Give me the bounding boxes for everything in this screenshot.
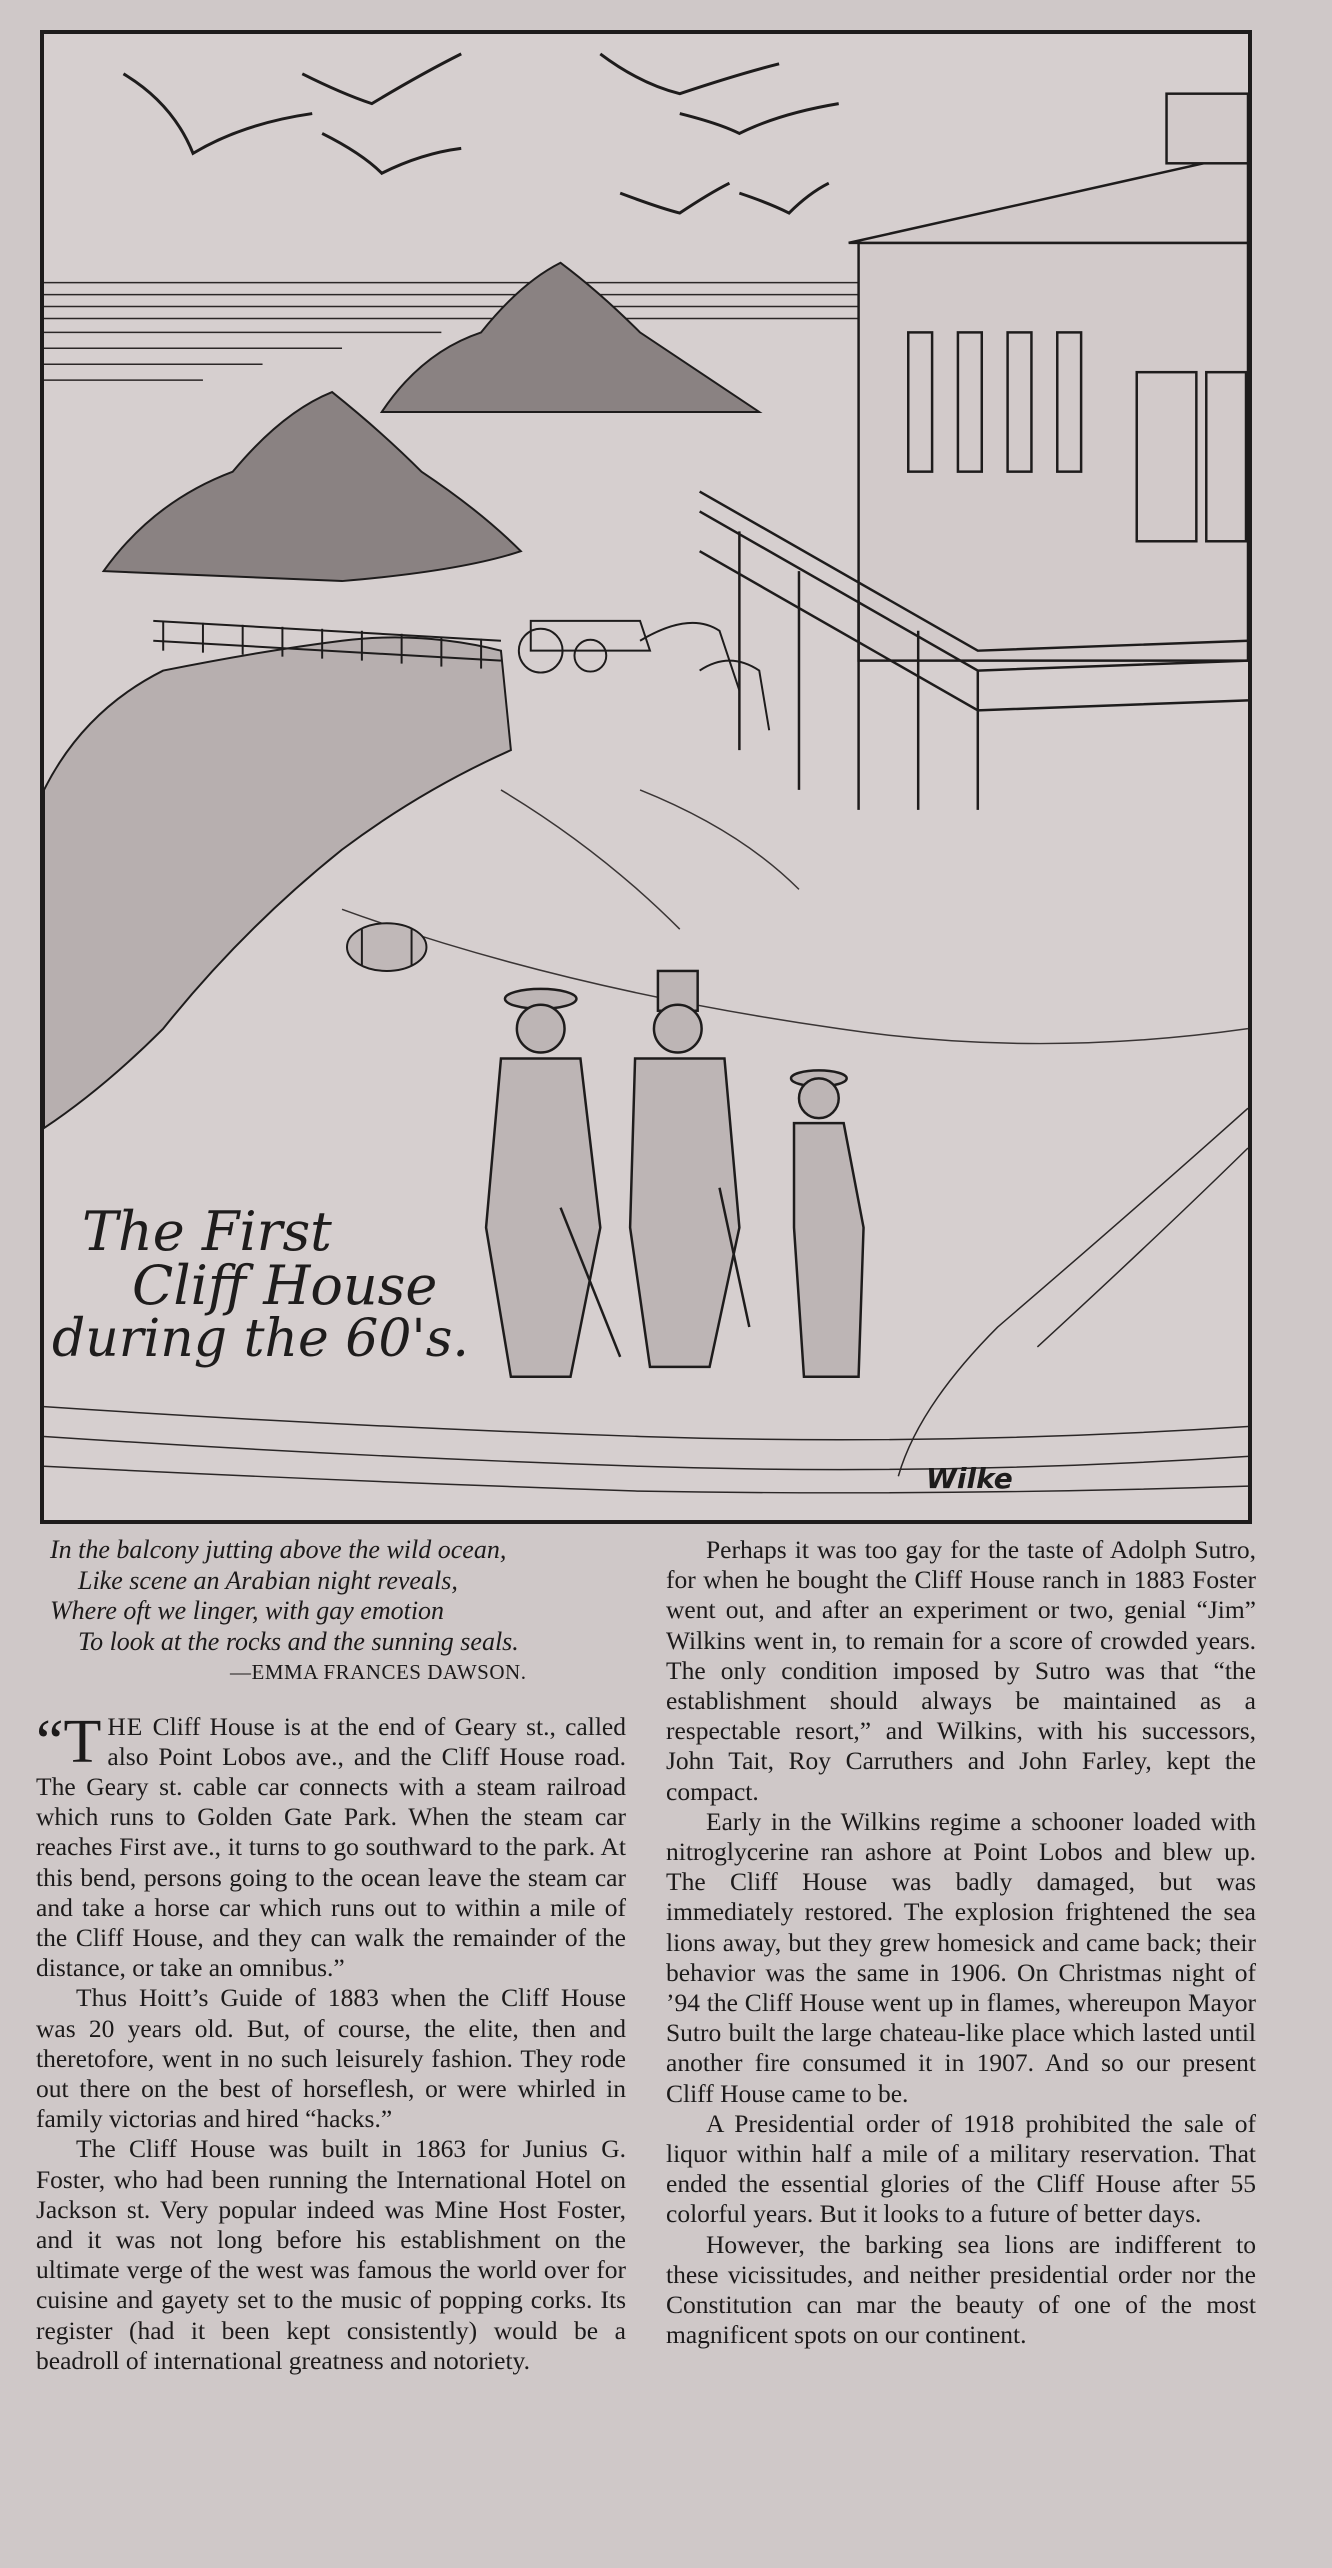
barrel bbox=[347, 923, 426, 971]
paragraph-2: Thus Hoitt’s Guide of 1883 when the Cliff House was 20 years old. But, of course, the elite, then and theretofore, went in no such leisurely fashion. They rode out there on the best of horseflesh, or were whirled in family victorias and hired “hacks.” bbox=[36, 1983, 626, 2134]
paragraph-7: However, the barking sea lions are indifferent to these vicissitudes, and neither presidential order nor the Constitution can mar the beauty of one of the most magnificent spots on our continent. bbox=[666, 2229, 1256, 2350]
paragraph-1 bbox=[36, 1707, 626, 1984]
caption-line-2: Cliff House bbox=[132, 1254, 438, 1317]
paragraph-5: Early in the Wilkins regime a schooner loaded with nitroglycerine ran ashore at Point Lobos and blew up. The Cliff House was badly damaged, but was immediately restored. The explosion frightened the sea lions away, but they grew homesick and came back; their behavior was the same in 1906. On Christmas night of ’94 the Cliff House went up in flames, whereupon Mayor Sutro built the large chateau-like place which lasted until another fire consumed it in 1907. And so our present Cliff House came to be. bbox=[666, 1806, 1256, 2108]
artist-signature: Wilke bbox=[926, 1462, 1013, 1495]
paragraph-6: A Presidential order of 1918 prohibited the sale of liquor within half a mile of a military reservation. That ended the essential glories of the Cliff House after 55 colorful years. But it looks to a future of better days. bbox=[666, 2108, 1256, 2229]
poem-line-3: Where oft we linger, with gay emotion bbox=[50, 1596, 445, 1625]
seal-rocks bbox=[104, 263, 760, 581]
illustration-caption bbox=[52, 1200, 469, 1369]
poem-line-1: In the balcony jutting above the wild ocean, bbox=[50, 1535, 507, 1564]
carriage bbox=[519, 621, 769, 730]
poem-line-2: Like scene an Arabian night reveals, bbox=[78, 1565, 458, 1595]
left-column bbox=[36, 1535, 626, 2376]
poem-attribution: —EMMA FRANCES DAWSON. bbox=[230, 1660, 527, 1684]
road bbox=[342, 790, 1248, 1044]
poem-line-4: To look at the rocks and the sunning seals. bbox=[78, 1626, 519, 1656]
seagulls bbox=[123, 54, 838, 213]
paragraph-1-text: Cliff House is at the end of Geary st., called also Point Lobos ave., and the Cliff House road. The Geary st. cable car connects with a steam railroad which runs to Golden Gate Park. When the steam car reaches First ave., it turns to go southward to the park. At this bend, persons going to the ocean leave the steam car and take a horse car which runs out to within a mile of the Cliff House, and they can walk the remainder of the distance, or take an omnibus.” bbox=[36, 1711, 626, 1983]
caption-line-1: The First bbox=[82, 1200, 332, 1263]
caption-line-3: during the 60's. bbox=[52, 1309, 469, 1369]
cliff-house-building bbox=[849, 94, 1248, 661]
poem-epigraph bbox=[50, 1535, 626, 1688]
drop-cap: “T bbox=[36, 1707, 102, 1776]
cliff-headland bbox=[44, 637, 511, 1128]
paragraph-3: The Cliff House was built in 1863 for Junius G. Foster, who had been running the International Hotel on Jackson st. Very popular indeed was Mine Host Foster, and it was not long before his establishment on the ultimate verge of the west was famous the world over for cuisine and gayety set to the music of popping corks. Its register (had it been kept consistently) would be a beadroll of international greatness and notoriety. bbox=[36, 2134, 626, 2375]
three-figures bbox=[486, 971, 863, 1377]
paragraph-4: Perhaps it was too gay for the taste of Adolph Sutro, for when he bought the Cliff House ranch in 1883 Foster went out, and after an experiment or two, genial “Jim” Wilkins went in, to remain for a score of crowded years. The only condition imposed by Sutro was that “the establishment should always be maintained as a respectable resort,” and Wilkins, with his successors, John Tait, Roy Carruthers and John Farley, kept the compact. bbox=[666, 1535, 1256, 1806]
right-column bbox=[666, 1535, 1256, 2350]
paragraph-1-smallcaps: HE bbox=[107, 1711, 144, 1741]
